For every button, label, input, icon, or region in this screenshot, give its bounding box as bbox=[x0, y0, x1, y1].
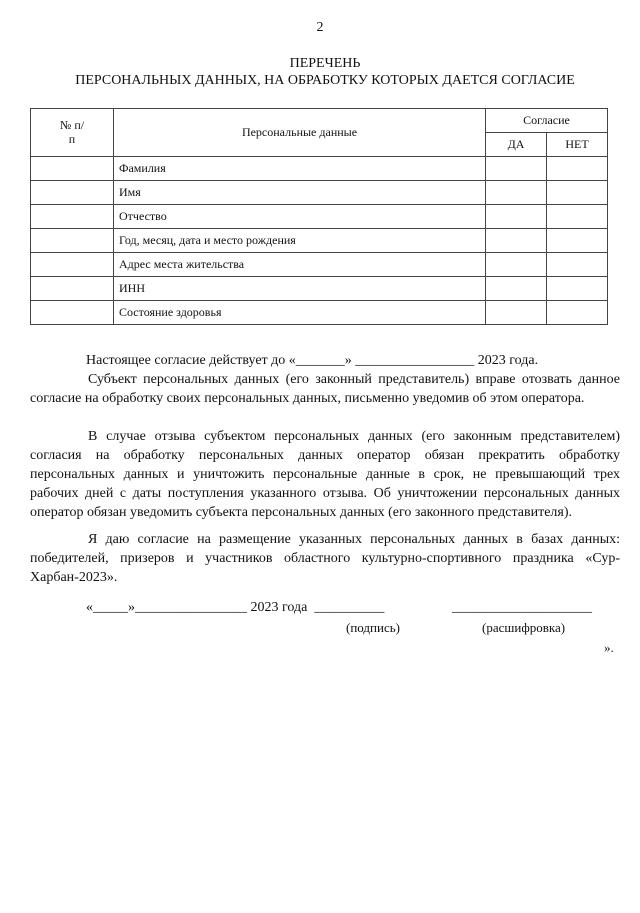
header-no: НЕТ bbox=[547, 133, 608, 157]
row-label: Фамилия bbox=[114, 157, 486, 181]
row-label: Отчество bbox=[114, 205, 486, 229]
row-label: Состояние здоровья bbox=[114, 301, 486, 325]
cell-no[interactable] bbox=[547, 205, 608, 229]
table-row bbox=[31, 229, 608, 253]
cell-yes[interactable] bbox=[486, 277, 547, 301]
title-line-1: ПЕРЕЧЕНЬ bbox=[289, 56, 361, 71]
cell-yes[interactable] bbox=[486, 181, 547, 205]
signature-label: (подпись) bbox=[346, 620, 400, 635]
table-row bbox=[31, 157, 608, 181]
validity-paragraph: Настоящее согласие действует до «_______» _________________ 2023 года. bbox=[86, 353, 539, 368]
signature-date-line[interactable]: «_____»________________ 2023 года __________ bbox=[86, 600, 385, 615]
publication-text: Я даю согласие на размещение указанных персональных данных в базах данных: победителей, призеров и участников областного культурно-спортивного праздника «Сур-Харбан-2023». bbox=[30, 532, 620, 585]
table-row bbox=[31, 277, 608, 301]
personal-data-table bbox=[30, 108, 608, 325]
row-label: ИНН bbox=[114, 277, 486, 301]
row-label: Имя bbox=[114, 181, 486, 205]
decode-label: (расшифровка) bbox=[482, 620, 566, 635]
publication-paragraph bbox=[30, 530, 620, 587]
header-num-label: № п/п bbox=[59, 118, 85, 146]
cell-no[interactable] bbox=[547, 253, 608, 277]
header-yes: ДА bbox=[486, 133, 547, 157]
row-label: Год, месяц, дата и место рождения bbox=[114, 229, 486, 253]
cell-yes[interactable] bbox=[486, 253, 547, 277]
cell-yes[interactable] bbox=[486, 301, 547, 325]
page-number: 2 bbox=[316, 20, 324, 35]
revocation-paragraph bbox=[30, 370, 620, 408]
cell-yes[interactable] bbox=[486, 157, 547, 181]
cell-no[interactable] bbox=[547, 277, 608, 301]
header-personal-data: Персональные данные bbox=[114, 109, 486, 157]
cell-no[interactable] bbox=[547, 157, 608, 181]
table-row bbox=[31, 253, 608, 277]
cell-yes[interactable] bbox=[486, 229, 547, 253]
table-header-row bbox=[31, 109, 608, 133]
destruction-text: В случае отзыва субъектом персональных данных (его законным представителем) согласия на обработку персональных данных оператор обязан прекратить обработку персональных данных и уничтожить персональные данные в срок, не превышающий трех рабочих дней с даты поступления указанного отзыва. Об уничтожении персональных данных оператор обязан уведомить субъекта персональных данных (его законного представителя). bbox=[30, 429, 620, 520]
closing-mark: ». bbox=[604, 640, 614, 655]
destruction-paragraph bbox=[30, 427, 620, 522]
row-label: Адрес места жительства bbox=[114, 253, 486, 277]
table-row bbox=[31, 301, 608, 325]
header-consent: Согласие bbox=[486, 109, 608, 133]
table-row bbox=[31, 205, 608, 229]
cell-no[interactable] bbox=[547, 181, 608, 205]
title-line-2: ПЕРСОНАЛЬНЫХ ДАННЫХ, НА ОБРАБОТКУ КОТОРЫХ ДАЕТСЯ СОГЛАСИЕ bbox=[75, 73, 575, 88]
header-num bbox=[31, 109, 114, 157]
cell-no[interactable] bbox=[547, 229, 608, 253]
revocation-text: Субъект персональных данных (его законный представитель) вправе отозвать данное согласие на обработку своих персональных данных, письменно уведомив об этом оператора. bbox=[30, 372, 620, 406]
cell-yes[interactable] bbox=[486, 205, 547, 229]
cell-no[interactable] bbox=[547, 301, 608, 325]
signature-decode-line[interactable]: ____________________ bbox=[452, 600, 592, 615]
table-row bbox=[31, 181, 608, 205]
